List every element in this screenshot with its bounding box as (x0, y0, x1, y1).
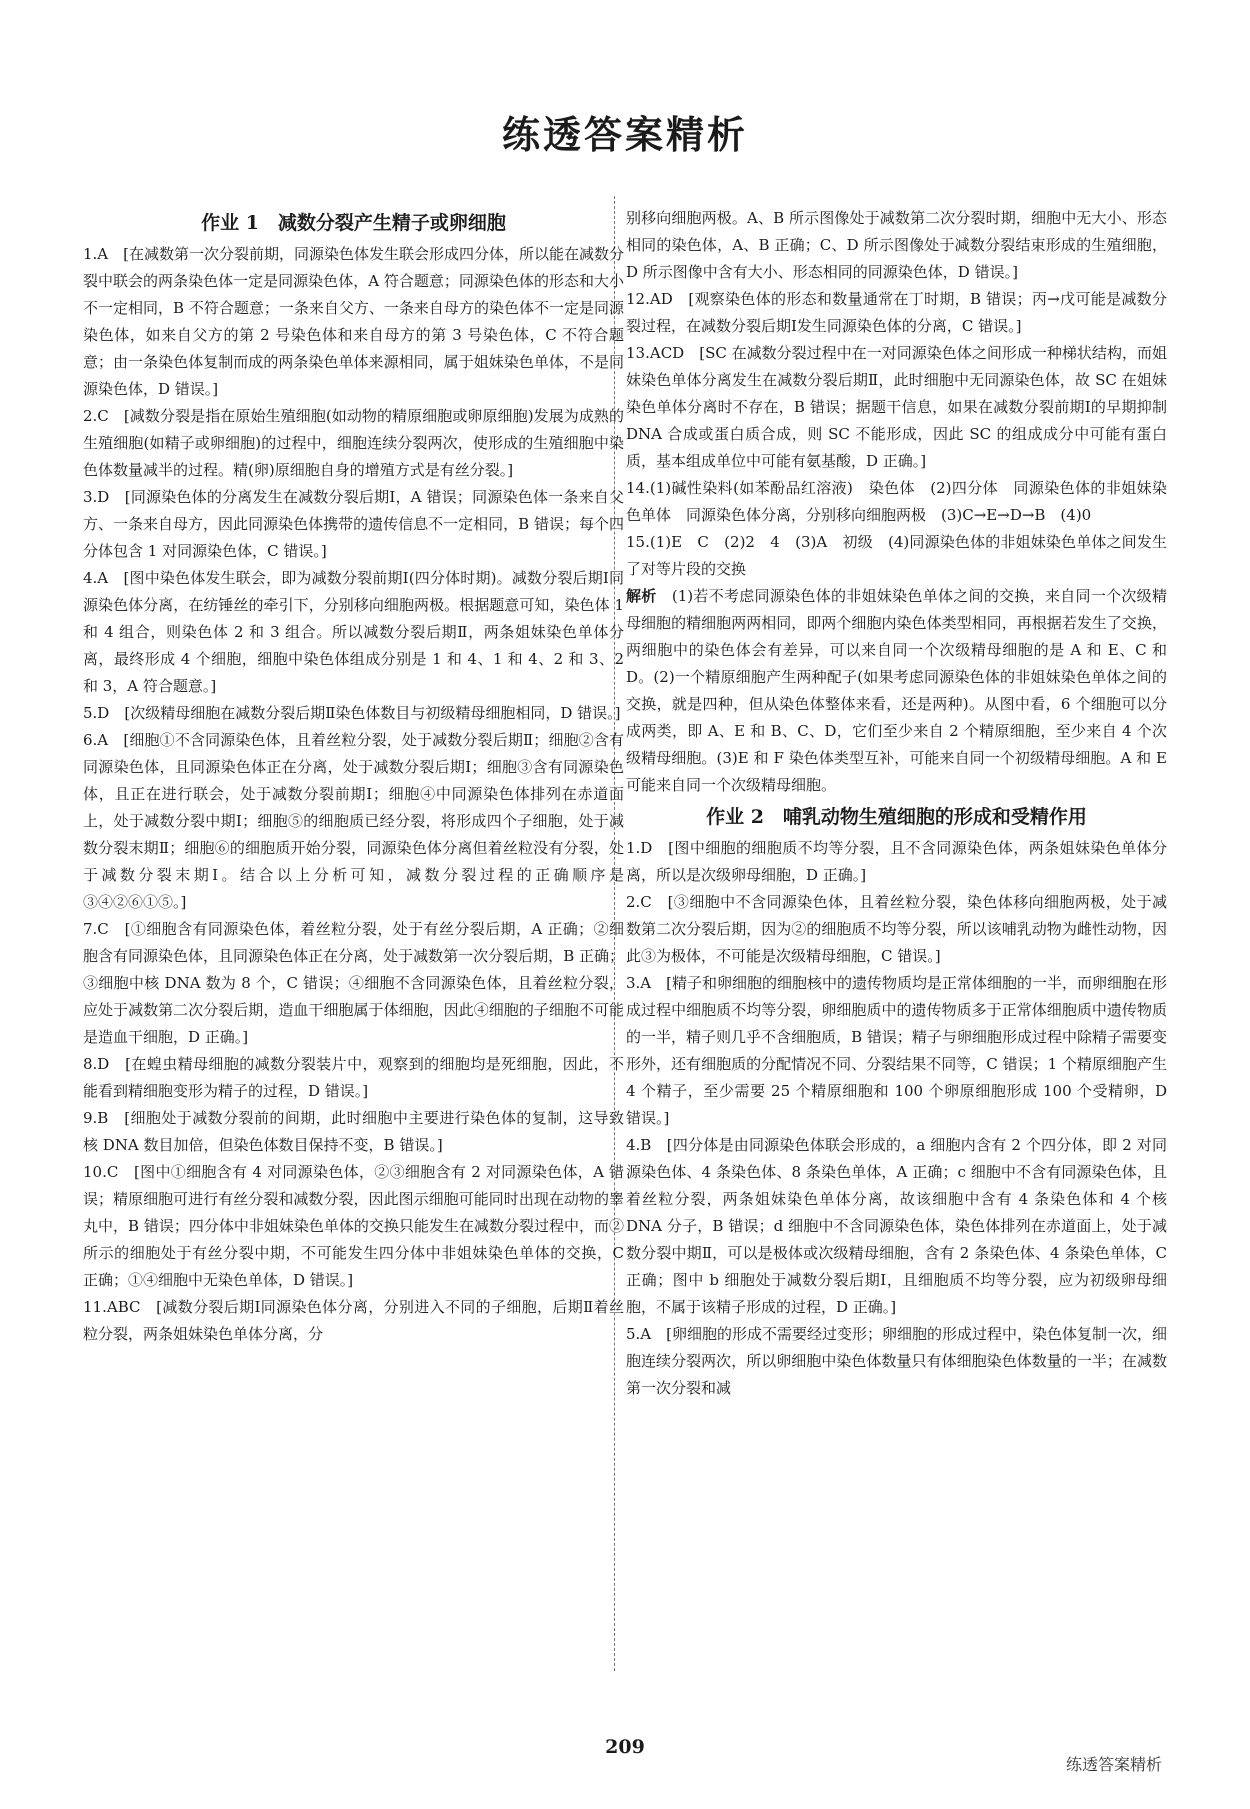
answer-item: 12.AD [观察染色体的形态和数量通常在丁时期，B 错误；丙→戊可能是减数分裂过程，在减数分裂后期Ⅰ发生同源染色体的分离，C 错误。] (626, 290, 1167, 335)
analysis-text: (1)若不考虑同源染色体的非姐妹染色单体之间的交换，来自同一个次级精母细胞的精细胞两两相同，即两个细胞内染色体类型相同，再根据若发生了交换，两细胞中的染色体会有差异，可以来自同一个次级精母细胞的是 A 和 E、C 和 D。(2)一个精原细胞产生两种配子(如果考虑同源染色体的非姐妹染色单体之间的交换，就是四种，但从染色体整体来看，还是两种)。从图中看，6 个细胞可以分成两类，即 A、E 和 B、C、D，它们至少来自 2 个精原细胞，至少来自 4 个次级精母细胞。(3)E 和 F 染色体类型互补，可能来自同一个初级精母细胞。A 和 E 可能来自同一个次级精母细胞。 (626, 587, 1167, 794)
answer-item: 6.A [细胞①不含同源染色体，且着丝粒分裂，处于减数分裂后期Ⅱ；细胞②含有同源染色体，且同源染色体正在分离，处于减数分裂后期Ⅰ；细胞③含有同源染色体，且正在进行联会，处于减数分裂前期Ⅰ；细胞④中同源染色体排列在赤道面上，处于减数分裂中期Ⅰ；细胞⑤的细胞质已经分裂，将形成四个子细胞，处于减数分裂末期Ⅱ；细胞⑥的细胞质开始分裂，同源染色体分离但着丝粒没有分裂，处于减数分裂末期Ⅰ。结合以上分析可知，减数分裂过程的正确顺序是③④②⑥①⑤。] (83, 731, 624, 911)
answer-item: 4.B [四分体是由同源染色体联会形成的，a 细胞内含有 2 个四分体，即 2 对同源染色体、4 条染色体、8 条染色单体，A 正确；c 细胞中不含有同源染色体，且着丝粒分裂，两条姐妹染色单体分离，故该细胞中含有 4 条染色体和 4 个核 DNA 分子，B 错误；d 细胞中不含同源染色体，染色体排列在赤道面上，处于减数分裂中期Ⅱ，可以是极体或次级精母细胞，含有 2 条染色体、4 条染色单体，C 正确；图中 b 细胞处于减数分裂后期Ⅰ，且细胞质不均等分裂，应为初级卵母细胞，不属于该精子形成的过程，D 正确。] (626, 1136, 1167, 1316)
answer-item: 2.C [③细胞中不含同源染色体，且着丝粒分裂，染色体移向细胞两极，处于减数第二次分裂后期，因为②的细胞质不均等分裂，所以该哺乳动物为雌性动物，因此③为极体，不可能是次级精母细胞，C 错误。] (626, 893, 1167, 965)
footer-label: 练透答案精析 (1065, 1755, 1162, 1774)
answer-item: 8.D [在蝗虫精母细胞的减数分裂装片中，观察到的细胞均是死细胞，因此，不能看到精细胞变形为精子的过程，D 错误。] (83, 1055, 624, 1100)
left-column (83, 205, 624, 1348)
page-title: 练透答案精析 (501, 112, 748, 157)
analysis-block (626, 583, 1167, 799)
answer-item: 5.A [卵细胞的形成不需要经过变形；卵细胞的形成过程中，染色体复制一次，细胞连续分裂两次，所以卵细胞中染色体数量只有体细胞染色体数量的一半；在减数第一次分裂和减 (626, 1325, 1167, 1397)
page-number: 209 (605, 1736, 645, 1758)
answer-item: 4.A [图中染色体发生联会，即为减数分裂前期Ⅰ(四分体时期)。减数分裂后期Ⅰ同源染色体分离，在纺锤丝的牵引下，分别移向细胞两极。根据题意可知，染色体 1 和 4 组合，则染色体 2 和 3 组合。所以减数分裂后期Ⅱ，两条姐妹染色单体分离，最终形成 4 个细胞，细胞中染色体组成分别是 1 和 4、1 和 4、2 和 3、2 和 3，A 符合题意。] (83, 569, 624, 695)
answer-item: 3.A [精子和卵细胞的细胞核中的遗传物质均是正常体细胞的一半，而卵细胞在形成过程中细胞质不均等分裂，卵细胞质中的遗传物质多于正常体细胞质中遗传物质的一半，精子则几乎不含细胞质，B 错误；精子与卵细胞形成过程中除精子需要变形外，还有细胞质的分配情况不同、分裂结果不同等，C 错误；1 个精原细胞产生 4 个精子，至少需要 25 个精原细胞和 100 个卵原细胞形成 100 个受精卵，D 错误。] (626, 974, 1167, 1127)
answer-item: 别移向细胞两极。A、B 所示图像处于减数第二次分裂时期，细胞中无大小、形态相同的染色体，A、B 正确；C、D 所示图像处于减数分裂结束形成的生殖细胞，D 所示图像中含有大小、形态相同的同源染色体，D 错误。] (626, 209, 1167, 281)
answer-item: 14.(1)碱性染料(如苯酚品红溶液) 染色体 (2)四分体 同源染色体的非姐妹染色单体 同源染色体分离，分别移向细胞两极 (3)C→E→D→B (4)0 (626, 479, 1167, 524)
answer-item: 7.C [①细胞含有同源染色体，着丝粒分裂，处于有丝分裂后期，A 正确；②细胞含有同源染色体，且同源染色体正在分离，处于减数第一次分裂后期，B 正确；③细胞中核 DNA 数为 8 个，C 错误；④细胞不含同源染色体，且着丝粒分裂，应处于减数第二次分裂后期，造血干细胞属于体细胞，因此④细胞的子细胞不可能是造血干细胞，D 正确。] (83, 920, 624, 1046)
section-heading-1: 作业 1 减数分裂产生精子或卵细胞 (201, 212, 506, 234)
answer-item: 3.D [同源染色体的分离发生在减数分裂后期Ⅰ，A 错误；同源染色体一条来自父方、一条来自母方，因此同源染色体携带的遗传信息不一定相同，B 错误；每个四分体包含 1 对同源染色体，C 错误。] (83, 488, 624, 560)
right-column (626, 205, 1167, 1402)
answer-item: 13.ACD [SC 在减数分裂过程中在一对同源染色体之间形成一种梯状结构，而姐妹染色单体分离发生在减数分裂后期Ⅱ，此时细胞中无同源染色体，故 SC 在姐妹染色单体分离时不存在，B 错误；据题干信息，如果在减数分裂前期Ⅰ的早期抑制 DNA 合成或蛋白质合成，则 SC 不能形成，因此 SC 的组成成分中可能有蛋白质，基本组成单位中可能有氨基酸，D 正确。] (626, 344, 1167, 470)
answer-item: 11.ABC [减数分裂后期Ⅰ同源染色体分离，分别进入不同的子细胞，后期Ⅱ着丝粒分裂，两条姐妹染色单体分离，分 (83, 1298, 624, 1343)
answer-item: 2.C [减数分裂是指在原始生殖细胞(如动物的精原细胞或卵原细胞)发展为成熟的生殖细胞(如精子或卵细胞)的过程中，细胞连续分裂两次，使形成的生殖细胞中染色体数量减半的过程。精(卵)原细胞自身的增殖方式是有丝分裂。] (83, 407, 624, 479)
answer-item: 1.A [在减数第一次分裂前期，同源染色体发生联会形成四分体，所以能在减数分裂中联会的两条染色体一定是同源染色体，A 符合题意；同源染色体的形态和大小不一定相同，B 不符合题意；一条来自父方、一条来自母方的染色体不一定是同源染色体，如来自父方的第 2 号染色体和来自母方的第 3 号染色体，C 不符合题意；由一条染色体复制而成的两条染色单体来源相同，属于姐妹染色单体，不是同源染色体，D 错误。] (83, 245, 624, 398)
answer-item: 1.D [图中细胞的细胞质不均等分裂，且不含同源染色体，两条姐妹染色单体分离，所以是次级卵母细胞，D 正确。] (626, 839, 1167, 884)
answer-item: 10.C [图中①细胞含有 4 对同源染色体，②③细胞含有 2 对同源染色体，A 错误；精原细胞可进行有丝分裂和减数分裂，因此图示细胞可能同时出现在动物的睾丸中，B 错误；四分体中非姐妹染色单体的交换只能发生在减数分裂过程中，而②所示的细胞处于有丝分裂中期，不可能发生四分体中非姐妹染色单体的交换，C 正确；①④细胞中无染色单体，D 错误。] (83, 1163, 624, 1289)
section-heading-2: 作业 2 哺乳动物生殖细胞的形成和受精作用 (706, 806, 1087, 828)
answer-item: 15.(1)E C (2)2 4 (3)A 初级 (4)同源染色体的非姐妹染色单体之间发生了对等片段的交换 (626, 533, 1167, 578)
analysis-label: 解析 (626, 587, 657, 605)
answer-item: 5.D [次级精母细胞在减数分裂后期Ⅱ染色体数目与初级精母细胞相同，D 错误。] (83, 704, 621, 722)
answer-item: 9.B [细胞处于减数分裂前的间期，此时细胞中主要进行染色体的复制，这导致核 DNA 数目加倍，但染色体数目保持不变，B 错误。] (83, 1109, 624, 1154)
